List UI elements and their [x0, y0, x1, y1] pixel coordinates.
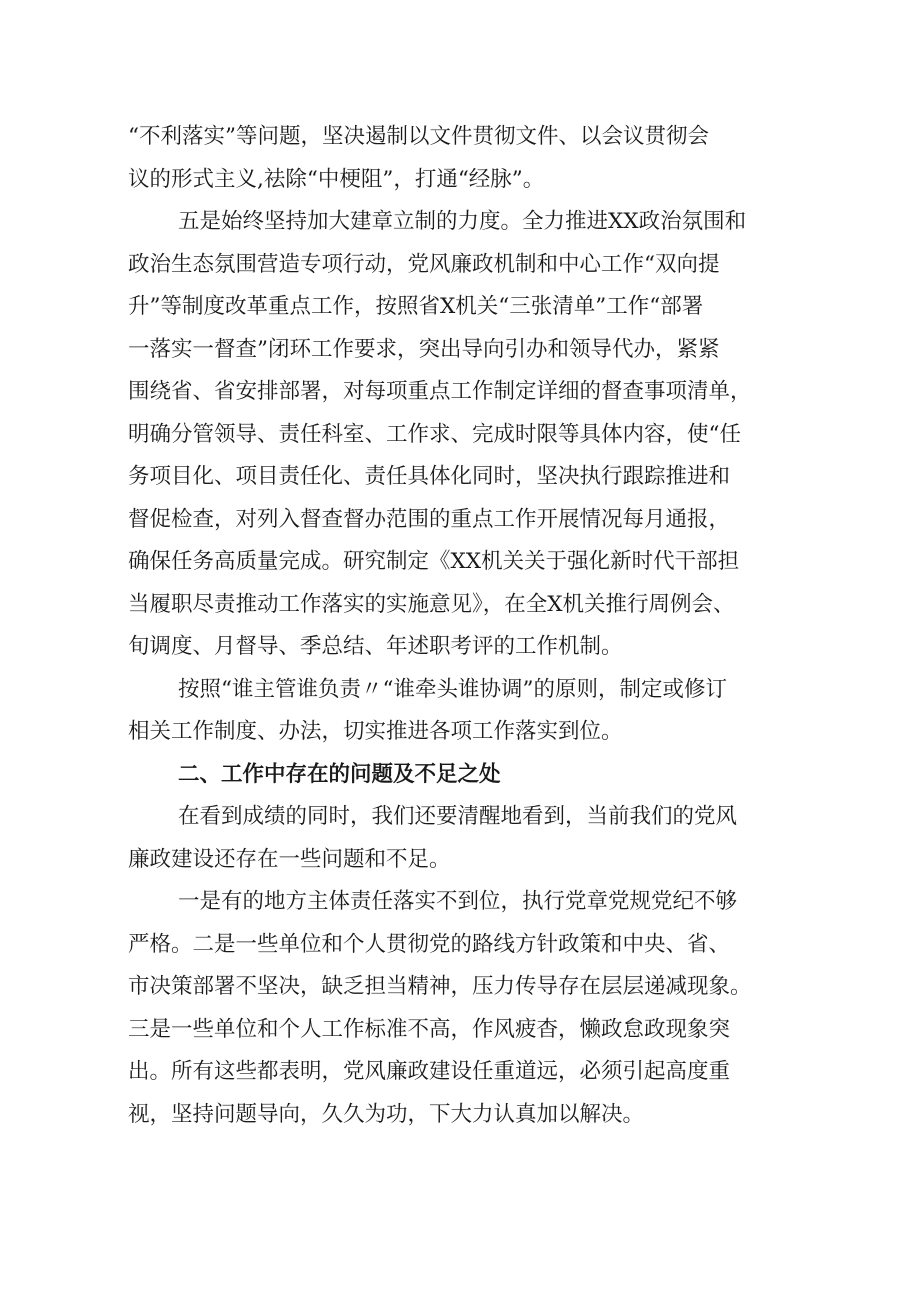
text-line: 议的形式主义,祛除“中梗阻”，打通“经脉”。: [128, 166, 545, 192]
paragraph-start-line: 五是始终坚持加大建章立制的力度。全力推进XX政治氛围和: [178, 209, 747, 234]
text-line: 三是一些单位和个人工作标准不高，作风疲杳，懒政怠政现象突: [128, 1016, 731, 1042]
text-line: 一落实一督查”闭环工作要求，突出导向引办和领导代办，紧紧: [128, 336, 720, 362]
text-line: 当履职尽责推动工作落实的实施意见》，在全X机关推行周例会、: [128, 591, 735, 617]
body-text: [128, 116, 808, 1136]
text-line: 确保任务高质量完成。研究制定《XX机关关于强化新时代干部担: [128, 549, 740, 574]
text-line: 升”等制度改革重点工作，按照省X机关“三张清单”工作“部署: [128, 294, 704, 319]
text-line: 旬调度、月督导、季总结、年述职考评的工作机制。: [128, 634, 623, 659]
text-line: 廉政建设还存在一些问题和不足。: [128, 846, 451, 872]
text-line: 出。所有这些都表明，党风廉政建设任重道远，必须引起高度重: [128, 1059, 731, 1084]
paragraph-start-line: 一是有的地方主体责任落实不到位，执行党章党规党纪不够: [178, 889, 738, 914]
text-line: 严格。二是一些单位和个人贯彻党的路线方针政策和中央、省、: [128, 931, 731, 957]
text-line: 督促检查，对列入督查督办范围的重点工作开展情况每月通报，: [128, 506, 731, 532]
text-line: 务项目化、项目责任化、责任具体化同时，坚决执行跟踪推进和: [128, 464, 731, 489]
paragraph-start-line: 按照“谁主管谁负责〃“谁牵头谁协调”的原则，制定或修订: [178, 676, 727, 702]
paragraph-start-line: 在看到成绩的同时，我们还要清醒地看到，当前我们的党风: [178, 804, 738, 829]
text-line: 相关工作制度、办法，切实推进各项工作落实到位。: [128, 719, 623, 744]
text-line: “不利落实”等问题，坚决遏制以文件贯彻文件、以会议贯彻会: [128, 124, 709, 149]
text-line: 政治生态氛围营造专项行动，党风廉政机制和中心工作“双向提: [128, 251, 720, 277]
text-line: 市决策部署不坚决，缺乏担当精神，压力传导存在层层递减现象。: [128, 974, 752, 999]
text-line: 围绕省、省安排部署，对每项重点工作制定详细的督查事项清单，: [128, 379, 752, 404]
text-line: 明确分管领导、责任科室、工作求、完成时限等具体内容，使“任: [128, 421, 741, 447]
text-line: 视，坚持问题导向，久久为功，下大力认真加以解决。: [128, 1101, 645, 1127]
section-heading: 二、工作中存在的问题及不足之处: [178, 761, 501, 787]
